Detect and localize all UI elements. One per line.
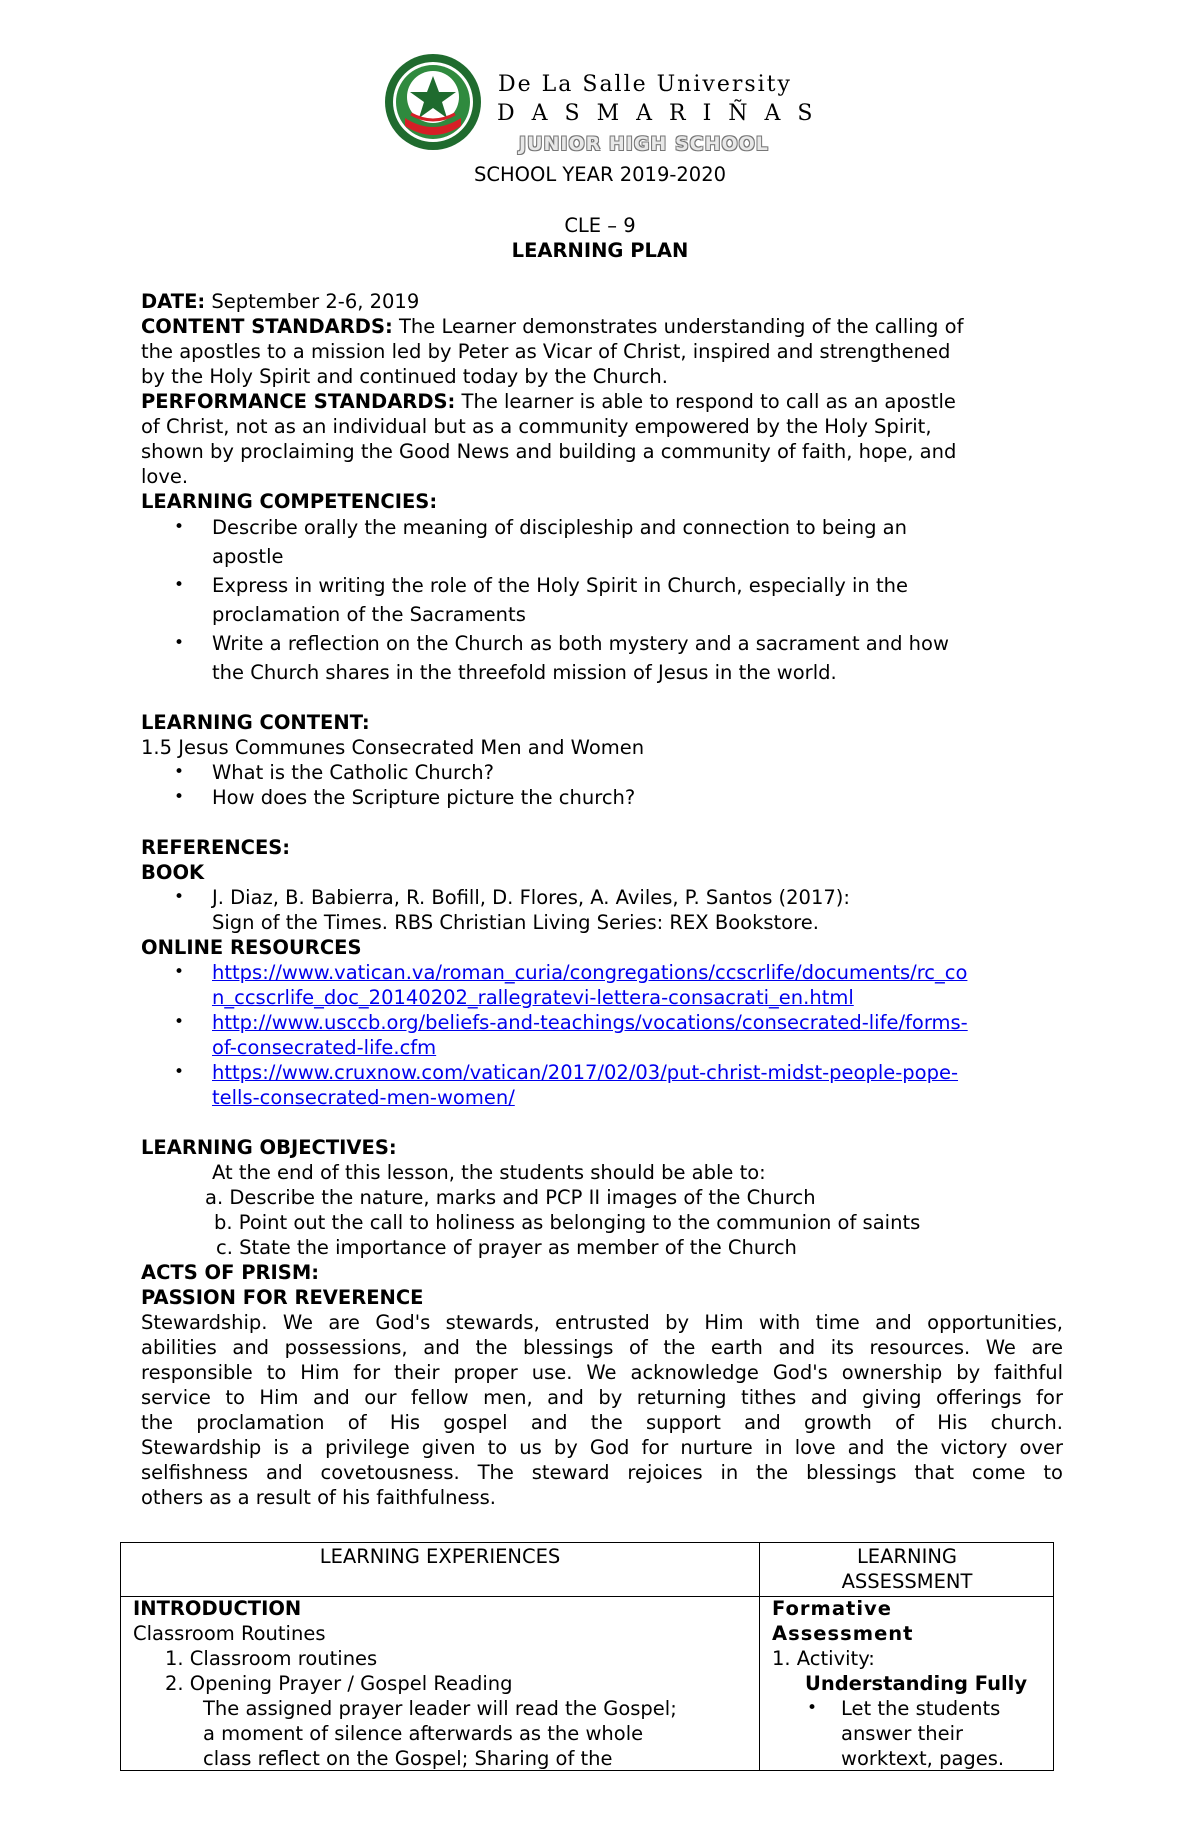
competencies-heading: LEARNING COMPETENCIES:	[141, 490, 438, 513]
book-reference: Sign of the Times. RBS Christian Living Series: REX Bookstore.	[212, 911, 819, 934]
competency-item: Describe orally the meaning of discipleship and connection to being an	[212, 516, 907, 539]
prism-paragraph-line: abilities and possessions, and the blessings of the earth and its resources. We are	[141, 1336, 1063, 1359]
resource-link-line	[212, 1010, 968, 1035]
objectives-heading: LEARNING OBJECTIVES:	[141, 1136, 397, 1159]
prism-paragraph-line: the proclamation of His gospel and the support and growth of His church.	[141, 1411, 1063, 1434]
resource-link[interactable]: http://www.usccb.org/beliefs-and-teachings/vocations/consecrated-life/forms-	[212, 1011, 968, 1034]
content-standards-text: the apostles to a mission led by Peter as Vicar of Christ, inspired and strengthened	[141, 340, 951, 363]
performance-standards-line	[141, 389, 956, 414]
prism-paragraph-line: Stewardship is a privilege given to us by God for nurture in love and the victory over	[141, 1436, 1063, 1459]
bullet: •	[174, 575, 185, 595]
learning-content-topic: 1.5 Jesus Communes Consecrated Men and Women	[141, 736, 645, 759]
table-header-assessment: LEARNING	[856, 1545, 958, 1568]
prism-subheading: PASSION FOR REVERENCE	[141, 1286, 424, 1309]
activity-instruction: worktext, pages.	[841, 1747, 1005, 1770]
resource-link-line	[212, 1085, 515, 1110]
objective-item: a. Describe the nature, marks and PCP II images of the Church	[205, 1186, 816, 1209]
competency-item: Write a reflection on the Church as both mystery and a sacrament and how	[212, 632, 949, 655]
routine-description: a moment of silence afterwards as the whole	[203, 1722, 644, 1745]
resource-link[interactable]: https://www.vatican.va/roman_curia/congregations/ccscrlife/documents/rc_co	[212, 961, 968, 984]
prism-paragraph-line: service to Him and our fellow men, and by returning tithes and giving offerings for	[141, 1386, 1063, 1409]
university-name: De La Salle University	[498, 72, 792, 97]
routine-description: class reflect on the Gospel; Sharing of the	[203, 1747, 613, 1770]
routine-description: The assigned prayer leader will read the Gospel;	[203, 1697, 677, 1720]
competency-item: the Church shares in the threefold mission of Jesus in the world.	[212, 661, 837, 684]
resource-link[interactable]: n_ccscrlife_doc_20140202_rallegratevi-lettera-consacrati_en.html	[212, 986, 854, 1009]
competency-item: Express in writing the role of the Holy Spirit in Church, especially in the	[212, 574, 908, 597]
resource-link-line	[212, 985, 854, 1010]
resource-link-line	[212, 1060, 958, 1085]
objectives-intro: At the end of this lesson, the students should be able to:	[212, 1161, 766, 1184]
bullet: •	[174, 1062, 185, 1082]
bullet: •	[174, 633, 185, 653]
performance-standards-text: The learner is able to respond to call as an apostle	[461, 390, 956, 413]
routines-subheading: Classroom Routines	[133, 1622, 326, 1645]
prism-paragraph-line: selfishness and covetousness. The steward rejoices in the blessings that come to	[141, 1461, 1063, 1484]
date-line	[141, 289, 419, 314]
resource-link-line	[212, 960, 967, 985]
table-header-experiences: LEARNING EXPERIENCES	[319, 1545, 561, 1568]
resource-link[interactable]: tells-consecrated-men-women/	[212, 1086, 515, 1109]
content-standards-line	[141, 314, 963, 339]
content-question: What is the Catholic Church?	[212, 761, 495, 784]
activity-instruction: Let the students	[841, 1697, 1001, 1720]
resource-link[interactable]: of-consecrated-life.cfm	[212, 1036, 437, 1059]
performance-standards-text: shown by proclaiming the Good News and building a community of faith, hope, and	[141, 440, 957, 463]
table-column-divider	[759, 1543, 760, 1770]
learning-content-heading: LEARNING CONTENT:	[141, 711, 370, 734]
performance-standards-text: love.	[141, 465, 189, 488]
table-header-assessment: ASSESSMENT	[841, 1570, 973, 1593]
prism-paragraph-line: others as a result of his faithfulness.	[141, 1486, 497, 1509]
prism-paragraph-line: Stewardship. We are God's stewards, entrusted by Him with time and opportunities,	[141, 1311, 1063, 1334]
university-seal-icon	[383, 52, 483, 152]
objective-item: b. Point out the call to holiness as belonging to the communion of saints	[214, 1211, 921, 1234]
resource-link-line	[212, 1035, 436, 1060]
resource-link[interactable]: https://www.cruxnow.com/vatican/2017/02/03/put-christ-midst-people-pope-	[212, 1061, 959, 1084]
formative-assessment-heading: Formative	[772, 1597, 892, 1620]
online-resources-heading: ONLINE RESOURCES	[141, 936, 362, 959]
references-heading: REFERENCES:	[141, 836, 291, 859]
bullet: •	[807, 1698, 818, 1718]
bullet: •	[174, 762, 185, 782]
book-reference: J. Diaz, B. Babierra, R. Bofill, D. Flores, A. Aviles, P. Santos (2017):	[212, 886, 850, 909]
routine-item: 1. Classroom routines	[165, 1647, 378, 1670]
bullet: •	[174, 887, 185, 907]
prism-paragraph-line: responsible to Him for their proper use. We acknowledge God's ownership by faithful	[141, 1361, 1063, 1384]
activity-item: 1. Activity:	[772, 1647, 875, 1670]
content-standards-text: by the Holy Spirit and continued today by the Church.	[141, 365, 668, 388]
activity-title: Understanding Fully	[805, 1672, 1028, 1695]
performance-standards-text: of Christ, not as an individual but as a community empowered by the Holy Spirit,	[141, 415, 932, 438]
activity-instruction: answer their	[841, 1722, 964, 1745]
bullet: •	[174, 787, 185, 807]
bullet: •	[174, 517, 185, 537]
bullet: •	[174, 962, 185, 982]
formative-assessment-heading: Assessment	[772, 1622, 914, 1645]
document-title: LEARNING PLAN	[511, 239, 689, 262]
department-name: JUNIOR HIGH SCHOOL	[519, 133, 769, 155]
university-city: DASMARIÑAS	[497, 101, 830, 126]
content-standards-label: CONTENT STANDARDS:	[141, 315, 393, 338]
bullet: •	[174, 1012, 185, 1032]
objective-item: c. State the importance of prayer as member of the Church	[216, 1236, 797, 1259]
competency-item: apostle	[212, 545, 284, 568]
date-label: DATE:	[141, 290, 206, 313]
learning-table	[120, 1542, 1054, 1771]
content-question: How does the Scripture picture the church?	[212, 786, 636, 809]
routine-item: 2. Opening Prayer / Gospel Reading	[165, 1672, 513, 1695]
book-heading: BOOK	[141, 861, 205, 884]
school-year: SCHOOL YEAR 2019-2020	[473, 163, 727, 186]
performance-standards-label: PERFORMANCE STANDARDS:	[141, 390, 456, 413]
prism-heading: ACTS OF PRISM:	[141, 1261, 320, 1284]
course-code: CLE – 9	[564, 214, 636, 237]
competency-item: proclamation of the Sacraments	[212, 603, 526, 626]
date-value: September 2-6, 2019	[211, 290, 420, 313]
intro-heading: INTRODUCTION	[133, 1597, 302, 1620]
content-standards-text: The Learner demonstrates understanding of the calling of	[399, 315, 964, 338]
